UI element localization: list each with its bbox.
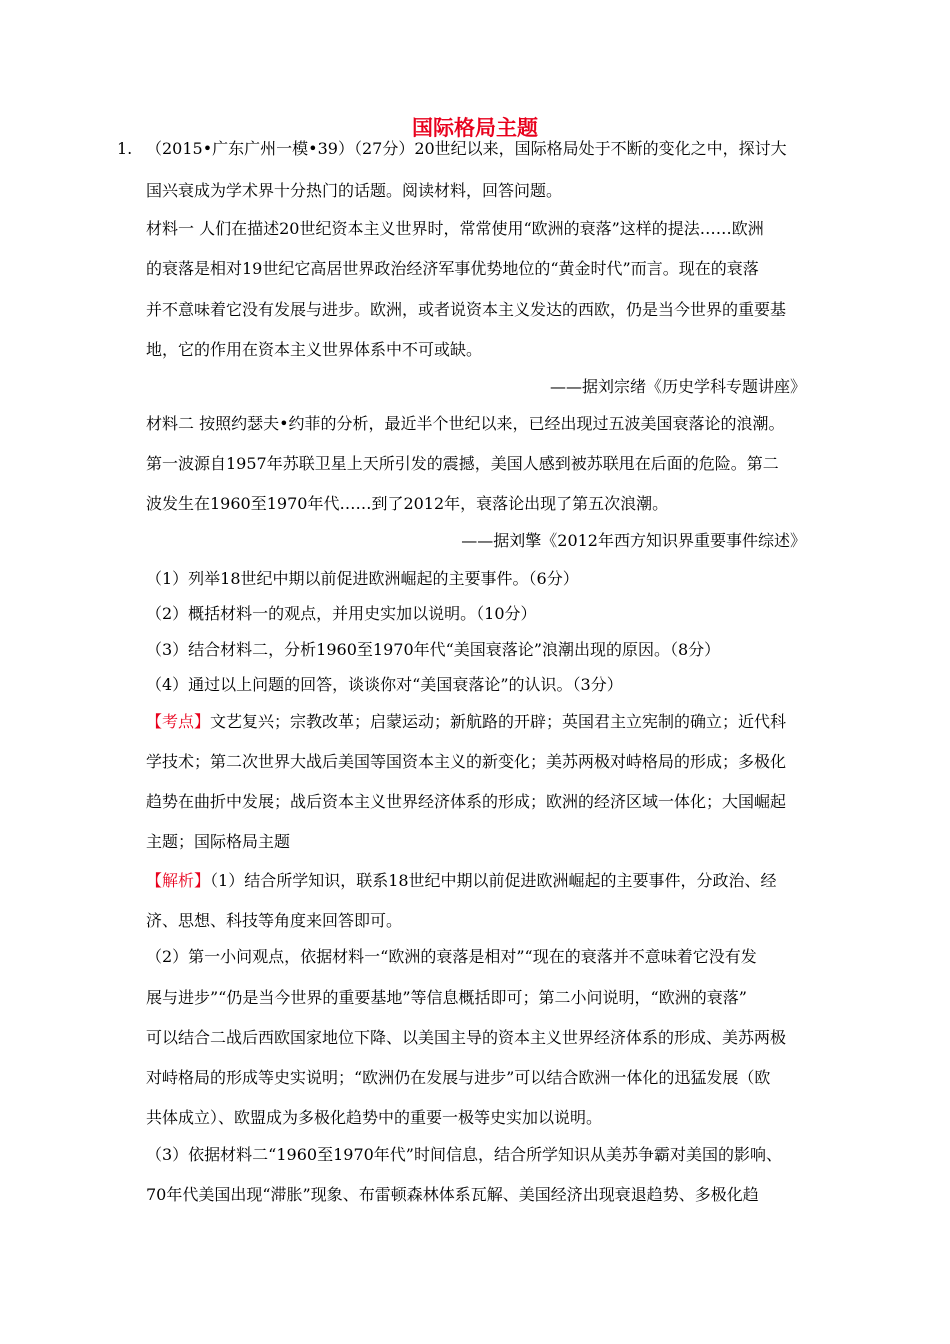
material2-line: 第一波源自1957年苏联卫星上天所引发的震撼，美国人感到被苏联甩在后面的危险。第二: [146, 454, 779, 473]
sub-question: （1）列举18世纪中期以前促进欧洲崛起的主要事件。（6分）: [146, 569, 579, 588]
material2-source: ——据刘擎《2012年西方知识界重要事件综述》: [461, 531, 806, 550]
sub-question: （2）概括材料一的观点，并用史实加以说明。（10分）: [146, 604, 537, 623]
question-header-cont: 国兴衰成为学术界十分热门的话题。阅读材料，回答问题。: [146, 181, 563, 200]
material2-line: 波发生在1960至1970年代……到了2012年，衰落论出现了第五次浪潮。: [146, 494, 669, 513]
jiexi-line: （3）依据材料二“1960至1970年代”时间信息，结合所学知识从美苏争霸对美国的影响、: [146, 1145, 782, 1164]
jiexi-line: [146, 871, 777, 891]
sub-question: （3）结合材料二，分析1960至1970年代“美国衰落论”浪潮出现的原因。（8分）: [146, 640, 721, 659]
material1-source: ——据刘宗绪《历史学科专题讲座》: [549, 377, 806, 396]
material1-line: 材料一 人们在描述20世纪资本主义世界时，常常使用“欧洲的衰落”这样的提法……欧洲: [146, 219, 764, 238]
jiexi-line: （2）第一小问观点，依据材料一“欧洲的衰落是相对”“现在的衰落并不意味着它没有发: [146, 947, 757, 966]
jiexi-line: 共体成立）、欧盟成为多极化趋势中的重要一极等史实加以说明。: [146, 1108, 603, 1127]
material1-line: 地，它的作用在资本主义世界体系中不可或缺。: [146, 340, 483, 359]
jiexi-line: 可以结合二战后西欧国家地位下降、以美国主导的资本主义世界经济体系的形成、美苏两极: [146, 1028, 787, 1047]
kaodian-line: 趋势在曲折中发展；战后资本主义世界经济体系的形成；欧洲的经济区域一体化；大国崛起: [146, 792, 787, 811]
jiexi-line: 展与进步”“仍是当今世界的重要基地”等信息概括即可；第二小问说明，“欧洲的衰落”: [146, 988, 747, 1007]
kaodian-line: 主题；国际格局主题: [146, 832, 291, 851]
page-title: 国际格局主题: [412, 116, 538, 140]
kaodian-line: [146, 712, 786, 732]
jiexi-text: （1）结合所学知识，联系18世纪中期以前促进欧洲崛起的主要事件，分政治、经: [210, 871, 777, 890]
kaodian-tag: 【考点】: [146, 712, 211, 731]
jiexi-tag: 【解析】: [146, 871, 211, 890]
question-number: 1.: [117, 139, 133, 158]
jiexi-line: 对峙格局的形成等史实说明；“欧洲仍在发展与进步”可以结合欧洲一体化的迅猛发展（欧: [146, 1068, 771, 1087]
kaodian-line: 学技术；第二次世界大战后美国等国资本主义的新变化；美苏两极对峙格局的形成；多极化: [146, 752, 787, 771]
material1-line: 的衰落是相对19世纪它高居世界政治经济军事优势地位的“黄金时代”而言。现在的衰落: [146, 259, 759, 278]
sub-question: （4）通过以上问题的回答，谈谈你对“美国衰落论”的认识。（3分）: [146, 675, 623, 694]
jiexi-line: 70年代美国出现“滞胀”现象、布雷顿森林体系瓦解、美国经济出现衰退趋势、多极化趋: [146, 1185, 759, 1204]
jiexi-line: 济、思想、科技等角度来回答即可。: [146, 911, 403, 930]
question-header: （2015•广东广州一模•39）（27分）20世纪以来，国际格局处于不断的变化之中，探讨大: [146, 139, 787, 158]
material2-line: 材料二 按照约瑟夫•约菲的分析，最近半个世纪以来，已经出现过五波美国衰落论的浪潮。: [146, 414, 785, 433]
kaodian-text: 文艺复兴；宗教改革；启蒙运动；新航路的开辟；英国君主立宪制的确立；近代科: [210, 712, 787, 731]
material1-line: 并不意味着它没有发展与进步。欧洲，或者说资本主义发达的西欧，仍是当今世界的重要基: [146, 300, 787, 319]
